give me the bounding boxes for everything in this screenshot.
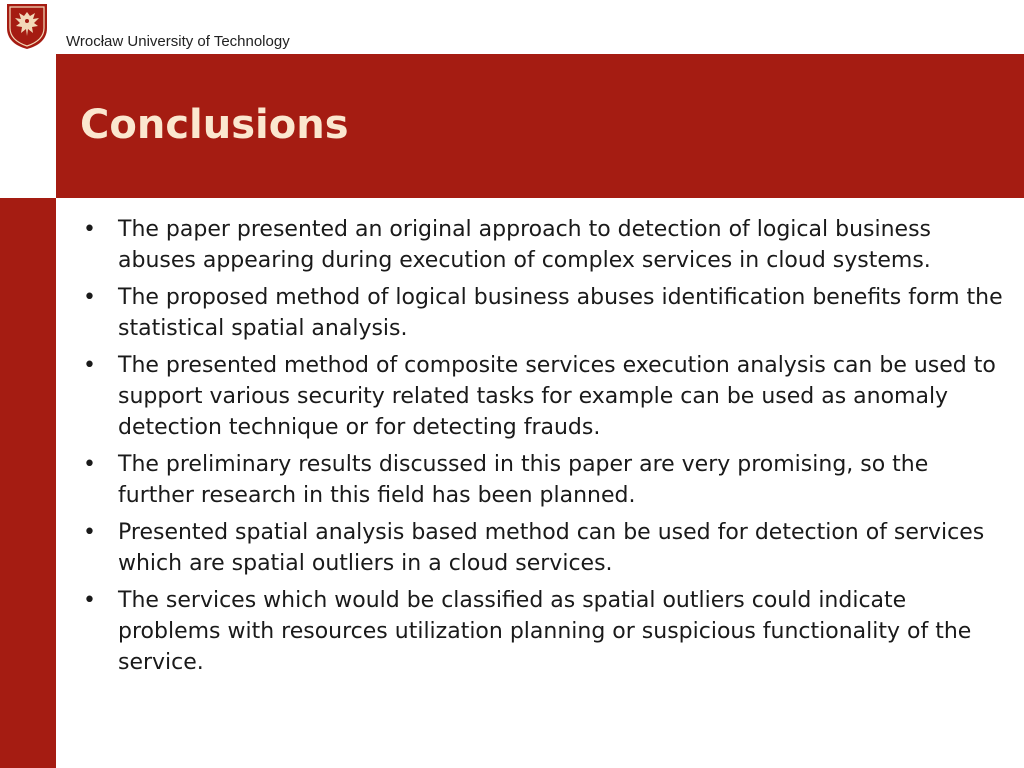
- bullet-text: The paper presented an original approach to detection of logical business abuses appearing during execution of complex services in cloud systems.: [118, 217, 931, 273]
- header-strip: [0, 0, 1024, 54]
- content-area: [78, 214, 1008, 684]
- university-name: Wrocław University of Technology: [66, 33, 290, 50]
- bullet-item: [78, 585, 1008, 678]
- bullet-item: [78, 449, 1008, 511]
- bullet-marker: •: [83, 520, 96, 545]
- bullet-marker: •: [83, 588, 96, 613]
- bullet-text: The proposed method of logical business abuses identification benefits form the statistical spatial analysis.: [118, 285, 1003, 341]
- bullet-text: The preliminary results discussed in this paper are very promising, so the further research in this field has been planned.: [118, 452, 929, 508]
- bullet-item: [78, 282, 1008, 344]
- title-band: [56, 54, 1024, 198]
- bullet-item: [78, 517, 1008, 579]
- bullet-list: [78, 214, 1008, 678]
- bullet-marker: •: [83, 217, 96, 242]
- bullet-item: [78, 214, 1008, 276]
- bullet-item: [78, 350, 1008, 443]
- eagle-crest-icon: [4, 2, 50, 50]
- left-accent-bar: [0, 198, 56, 768]
- bullet-text: The presented method of composite services execution analysis can be used to support various security related tasks for example can be used as anomaly detection technique or for detecting frauds.: [118, 353, 996, 440]
- bullet-marker: •: [83, 285, 96, 310]
- slide-title: Conclusions: [80, 102, 349, 148]
- bullet-text: Presented spatial analysis based method can be used for detection of services which are spatial outliers in a cloud services.: [118, 520, 985, 576]
- bullet-text: The services which would be classified as spatial outliers could indicate problems with resources utilization planning or suspicious functionality of the service.: [118, 588, 972, 675]
- bullet-marker: •: [83, 452, 96, 477]
- bullet-marker: •: [83, 353, 96, 378]
